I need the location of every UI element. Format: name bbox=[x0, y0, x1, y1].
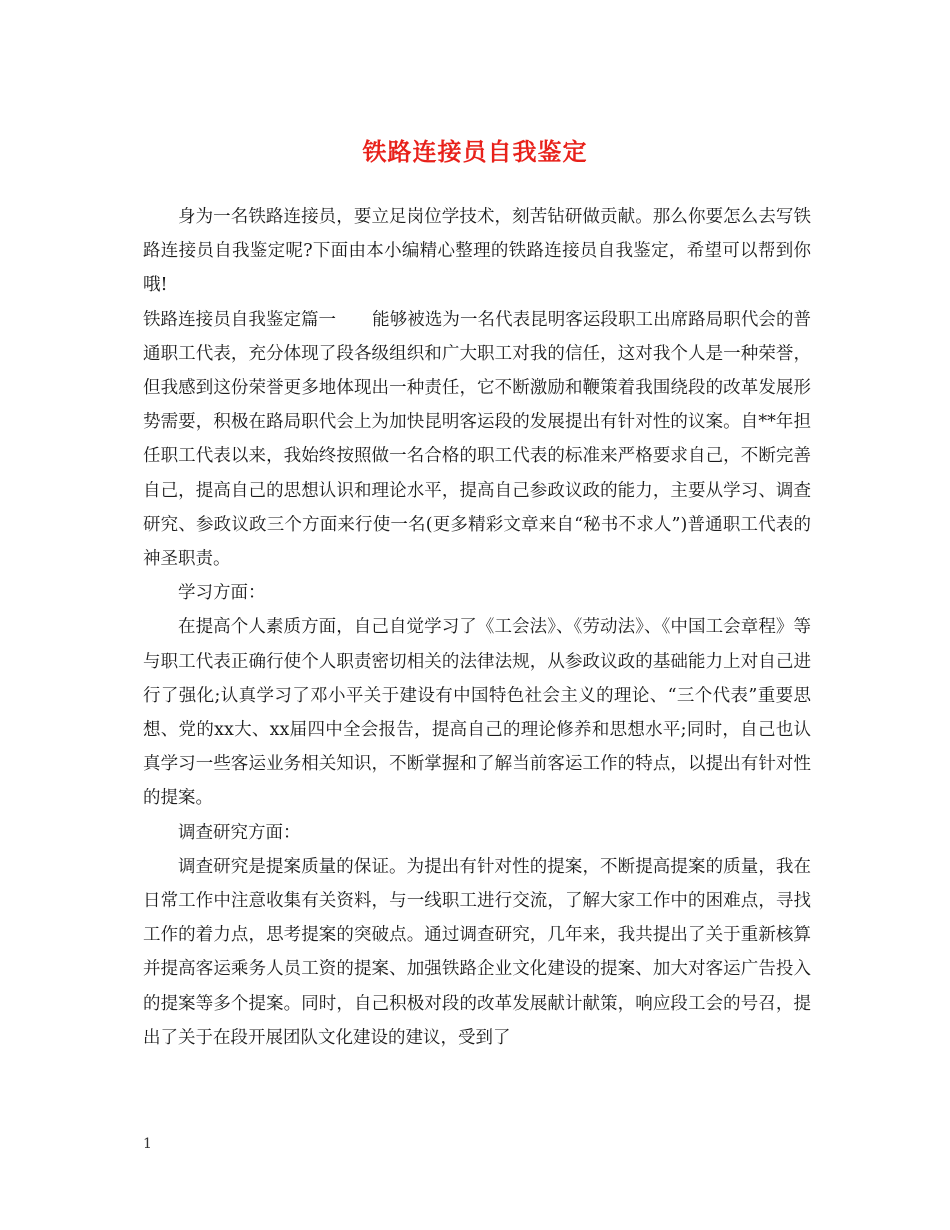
document-title: 铁路连接员自我鉴定 bbox=[362, 137, 588, 166]
research-heading: 调查研究方面： bbox=[178, 822, 301, 843]
document-body bbox=[143, 200, 811, 1055]
research-paragraph: 调查研究是提案质量的保证。为提出有针对性的提案，不断提高提案的质量，我在日常工作中注意收集有关资料，与一线职工进行交流，了解大家工作中的困难点，寻找工作的着力点，思考提案的突破点。通过调查研究，几年来，我共提出了关于重新核算并提高客运乘务人员工资的提案、加强铁路企业文化建设的提案、加大对客运广告投入的提案等多个提案。同时，自己积极对段的改革发展献计献策，响应段工会的号召，提出了关于在段开展团队文化建设的建议，受到了 bbox=[143, 856, 811, 1048]
section1-heading: 铁路连接员自我鉴定篇一 bbox=[143, 309, 337, 330]
section1-text: 能够被选为一名代表昆明客运段职工出席路局职代会的普通职工代表，充分体现了段各级组织和广大职工对我的信任，这对我个人是一种荣誉，但我感到这份荣誉更多地体现出一种责任，它不断激励和鞭策着我围绕段的改革发展形势需要，积极在路局职代会上为加快昆明客运段的发展提出有针对性的议案。自**年担任职工代表以来，我始终按照做一名合格的职工代表的标准来严格要求自己，不断完善自己，提高自己的思想认识和理论水平，提高自己参政议政的能力，主要从学习、调查研究、参政议政三个方面来行使一名(更多精彩文章来自“秘书不求人”)普通职工代表的神圣职责。 bbox=[143, 309, 812, 570]
section1-paragraph bbox=[143, 303, 811, 577]
page-number: 1 bbox=[143, 1136, 152, 1152]
study-paragraph: 在提高个人素质方面，自己自觉学习了《工会法》、《劳动法》、《中国工会章程》等与职工代表正确行使个人职责密切相关的法律法规，从参政议政的基础能力上对自己进行了强化;认真学习了邓小平关于建设有中国特色社会主义的理论、“三个代表”重要思想、党的xx大、xx届四中全会报告，提高自己的理论修养和思想水平;同时，自己也认真学习一些客运业务相关知识，不断掌握和了解当前客运工作的特点，以提出有针对性的提案。 bbox=[143, 617, 811, 809]
intro-paragraph: 身为一名铁路连接员，要立足岗位学技术，刻苦钻研做贡献。那么你要怎么去写铁路连接员自我鉴定呢?下面由本小编精心整理的铁路连接员自我鉴定，希望可以帮到你哦! bbox=[143, 207, 811, 296]
study-heading: 学习方面： bbox=[178, 583, 266, 604]
